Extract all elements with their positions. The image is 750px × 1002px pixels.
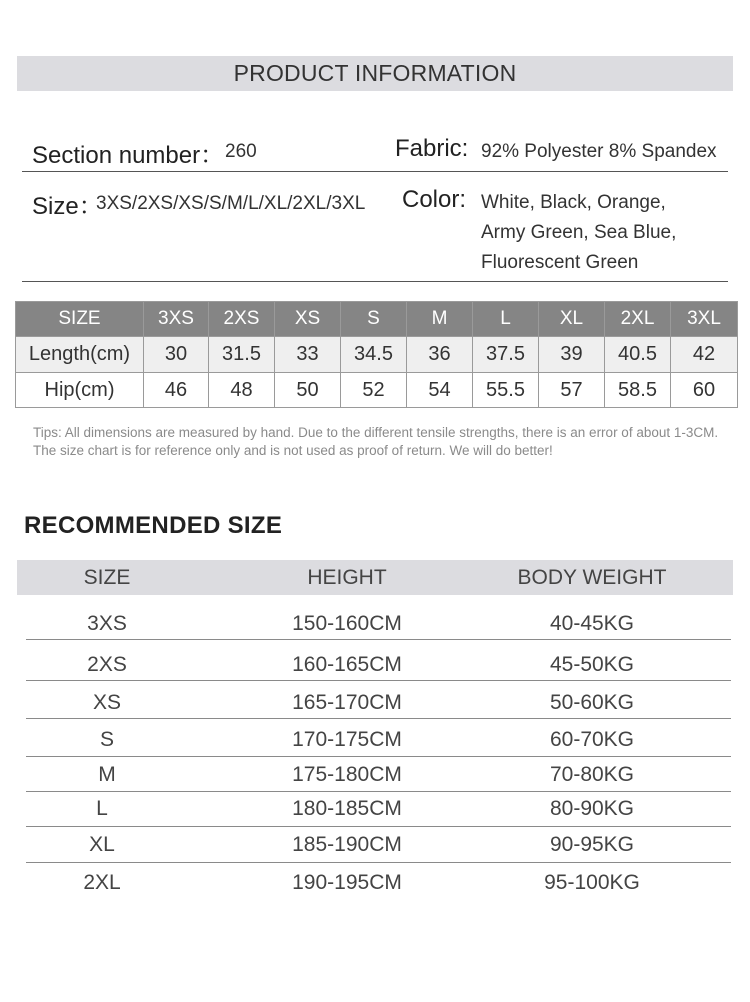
color-line: White, Black, Orange,	[481, 192, 666, 213]
table-cell: 57	[539, 373, 605, 408]
recommended-weight: 60-70KG	[549, 728, 635, 751]
recommended-size: S	[99, 728, 114, 751]
table-cell: 36	[407, 337, 473, 373]
recommended-size: XS	[92, 691, 121, 714]
recommended-row	[26, 757, 731, 792]
recommended-weight: 70-80KG	[549, 763, 635, 786]
product-info-banner	[17, 56, 733, 91]
product-info-title: PRODUCT INFORMATION	[233, 60, 517, 86]
size-chart-table	[15, 301, 738, 408]
recommended-height: 150-160CM	[292, 612, 402, 635]
recommended-size: L	[96, 797, 108, 820]
recommended-row	[26, 595, 731, 640]
size-chart-row-hip	[16, 373, 738, 408]
table-cell: 42	[671, 337, 738, 373]
recommended-weight: 95-100KG	[544, 871, 640, 894]
recommended-height: 190-195CM	[292, 871, 402, 894]
color-line: Army Green, Sea Blue,	[481, 222, 677, 243]
size-chart-header: XL	[539, 302, 605, 337]
color-line: Fluorescent Green	[481, 252, 639, 273]
size-chart-header: M	[407, 302, 473, 337]
recommended-weight: 50-60KG	[549, 691, 635, 714]
recommended-header-row	[17, 560, 733, 595]
recommended-height: 185-190CM	[292, 833, 402, 856]
table-cell: 46	[144, 373, 209, 408]
fabric-value: 92% Polyester 8% Spandex	[481, 141, 717, 162]
recommended-size: XL	[89, 833, 115, 856]
table-cell: 58.5	[605, 373, 671, 408]
size-label: Size：	[32, 193, 103, 220]
table-cell: 34.5	[341, 337, 407, 373]
recommended-row	[26, 640, 731, 681]
table-cell: 40.5	[605, 337, 671, 373]
table-cell: 33	[275, 337, 341, 373]
recommended-height: 165-170CM	[292, 691, 402, 714]
recommended-weight: 40-45KG	[549, 612, 635, 635]
table-cell: 50	[275, 373, 341, 408]
recommended-size: 2XL	[83, 871, 121, 894]
recommended-weight: 80-90KG	[549, 797, 635, 820]
size-chart-header: S	[341, 302, 407, 337]
recommended-height: 180-185CM	[292, 797, 402, 820]
recommended-height: 175-180CM	[292, 763, 402, 786]
measurement-tips: Tips: All dimensions are measured by hand. Due to the different tensile strengths, there is an error of about 1-3CM. The size chart is for reference only and is not used as proof of return. We will do better!	[33, 425, 719, 458]
recommended-row	[26, 719, 731, 757]
color-value	[481, 188, 676, 278]
size-value: 3XS/2XS/XS/S/M/L/XL/2XL/3XL	[96, 193, 366, 214]
section-number-label: Section number：	[32, 142, 225, 169]
recommended-header-weight: BODY WEIGHT	[517, 566, 667, 589]
size-chart-header: SIZE	[16, 302, 144, 337]
fabric-label: Fabric:	[395, 135, 469, 162]
size-chart-row-length	[16, 337, 738, 373]
row-label: Hip(cm)	[16, 373, 144, 408]
size-chart-header: 3XS	[144, 302, 209, 337]
recommended-row	[26, 863, 731, 903]
table-cell: 30	[144, 337, 209, 373]
recommended-size: 2XS	[87, 653, 127, 676]
table-cell: 48	[209, 373, 275, 408]
table-cell: 37.5	[473, 337, 539, 373]
recommended-height: 170-175CM	[292, 728, 402, 751]
recommended-row	[26, 792, 731, 827]
table-cell: 39	[539, 337, 605, 373]
recommended-row	[26, 681, 731, 719]
recommended-size: 3XS	[87, 612, 127, 635]
table-cell: 55.5	[473, 373, 539, 408]
size-chart-header: 2XS	[209, 302, 275, 337]
recommended-header-size: SIZE	[83, 566, 131, 589]
size-chart-header-row	[16, 302, 738, 337]
row-label: Length(cm)	[16, 337, 144, 373]
recommended-height: 160-165CM	[292, 653, 402, 676]
size-chart-header: XS	[275, 302, 341, 337]
recommended-weight: 45-50KG	[549, 653, 635, 676]
table-cell: 54	[407, 373, 473, 408]
size-chart-header: 2XL	[605, 302, 671, 337]
recommended-weight: 90-95KG	[549, 833, 635, 856]
table-cell: 31.5	[209, 337, 275, 373]
table-cell: 60	[671, 373, 738, 408]
size-chart-header: L	[473, 302, 539, 337]
color-label: Color:	[402, 186, 467, 213]
info-row-section-fabric	[22, 126, 728, 172]
table-cell: 52	[341, 373, 407, 408]
recommended-header-height: HEIGHT	[307, 566, 387, 589]
size-chart-header: 3XL	[671, 302, 738, 337]
recommended-size: M	[98, 763, 116, 786]
recommended-row	[26, 827, 731, 863]
info-row-size-color	[22, 172, 728, 282]
section-number-value: 260	[225, 141, 257, 162]
recommended-size-title: RECOMMENDED SIZE	[24, 512, 283, 539]
